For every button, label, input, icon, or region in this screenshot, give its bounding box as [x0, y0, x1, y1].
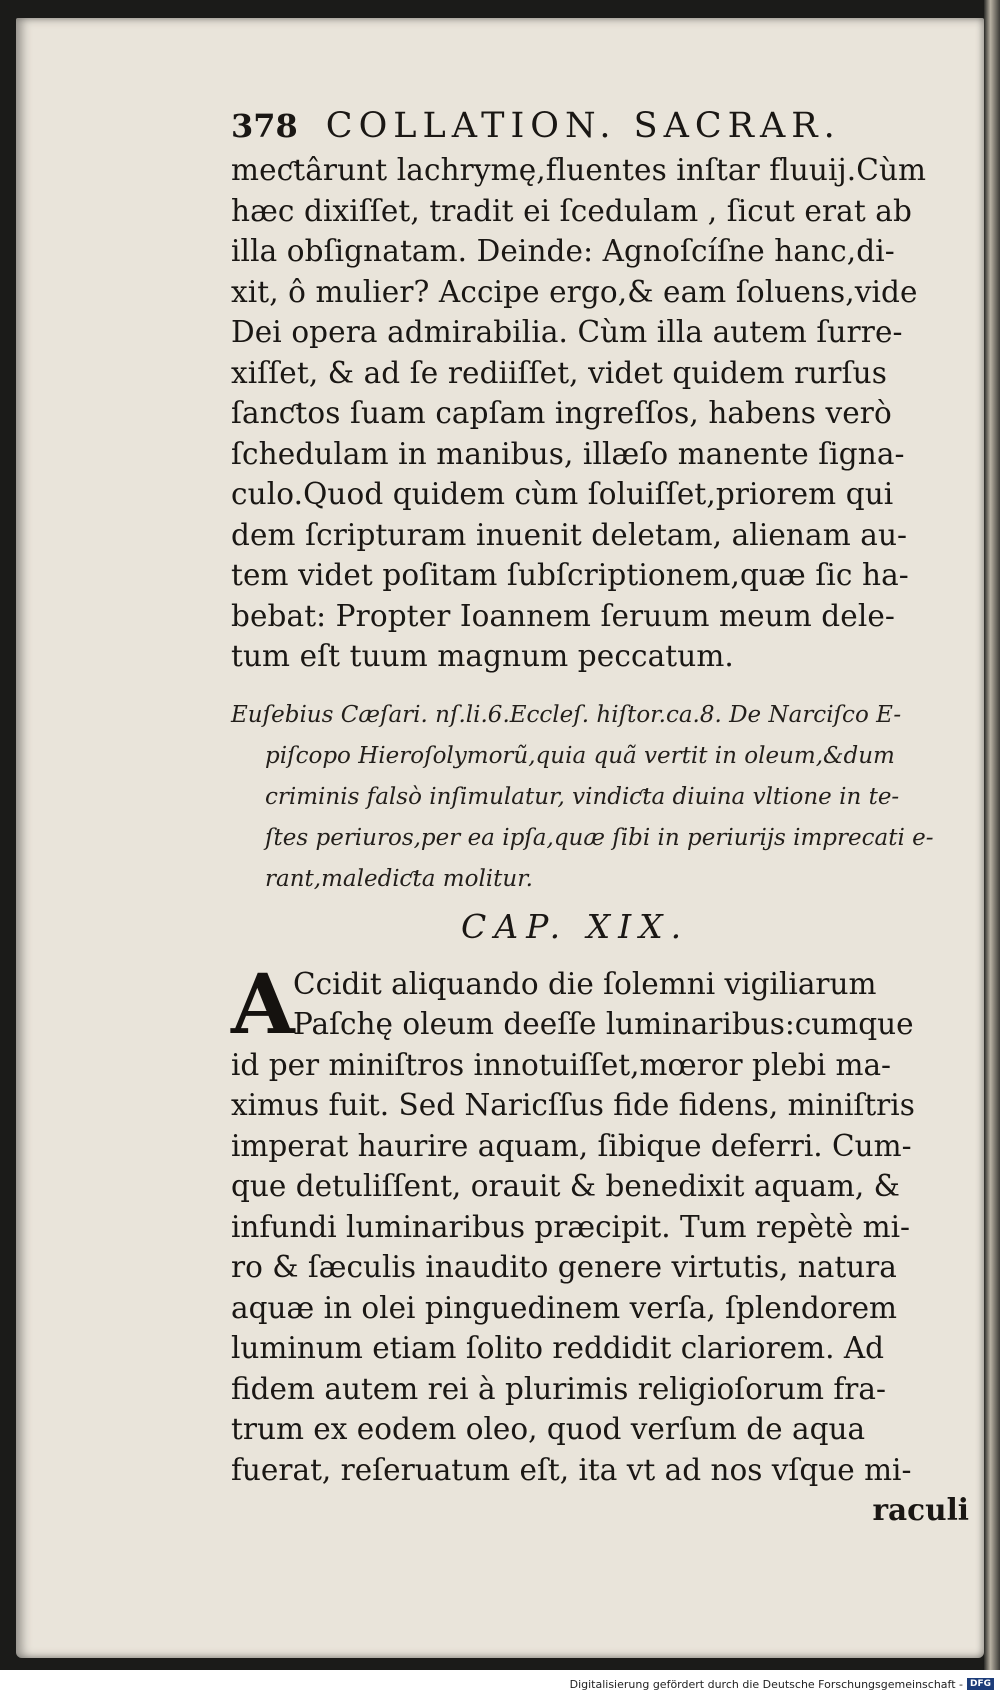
dfg-logo: DFG	[967, 1678, 994, 1690]
page-number: 378	[231, 107, 298, 145]
text-line: culo.Quod quidem cùm ſoluiſſet,priorem qui	[231, 477, 894, 511]
note-line: piſcopo Hieroſolymorũ,quia quã vertit in oleum,&dum	[265, 742, 895, 769]
text-line: tem videt poſitam ſubſcriptionem,quæ ſic ha-	[231, 558, 909, 592]
text-line: tum eſt tuum magnum peccatum.	[231, 639, 734, 673]
text-line: xit, ô mulier? Accipe ergo,& eam ſoluens,vide	[231, 274, 918, 309]
text-line: ſanƈtos ſuam capſam ingreſſos, habens verò	[231, 396, 892, 430]
text-line: hæc dixiſſet, tradit ei ſcedulam , ſicut erat ab	[231, 193, 912, 228]
running-title: COLLATION. SACRAR.	[325, 106, 841, 146]
text-line: dem ſcripturam inuenit deletam, alienam au-	[231, 517, 908, 552]
page-content	[231, 102, 971, 1530]
text-line: ro & ſæculis inaudito genere virtutis, natura	[231, 1250, 897, 1284]
text-line: infundi luminaribus præcipit. Tum repètè mi-	[231, 1209, 911, 1244]
text-line: trum ex eodem oleo, quod verſum de aqua	[231, 1412, 866, 1446]
text-line: illa obſignatam. Deinde: Agnoſcíſne hanc,di-	[231, 234, 895, 268]
text-line: luminum etiam ſolito reddidit clariorem. Ad	[231, 1331, 885, 1365]
text-line: Ccidit aliquando die ſolemni vigiliarum	[293, 966, 877, 1001]
note-line: rant,malediƈta molitur.	[265, 865, 533, 892]
chapter-heading: CAP. XIX.	[461, 906, 690, 946]
text-line: Paſchę oleum deeſſe luminaribus:cumque	[293, 1007, 914, 1041]
drop-cap: A	[231, 956, 295, 1053]
body-text	[231, 150, 971, 677]
funding-credit: Digitalisierung gefördert durch die Deutsche Forschungsgemeinschaft -	[569, 1677, 963, 1691]
note-line: Euſebius Cæſari. nſ.li.6.Eccleſ. hiſtor.ca.8. De Narciſco E-	[231, 701, 902, 728]
text-line: id per miniſtros innotuiſſet,mœror plebi ma-	[231, 1047, 892, 1082]
text-line: xiſſet, & ad ſe rediiſſet, videt quidem rurſus	[231, 355, 887, 390]
text-line: meƈtârunt lachrymę,fluentes inſtar fluuij.Cùm	[231, 153, 927, 187]
catchword: raculi	[872, 1492, 969, 1527]
note-line: criminis falsò inſimulatur, vindiƈta diuina vltione in te-	[265, 783, 900, 810]
running-head	[231, 102, 971, 150]
note-line: ſtes periuros,per ea ipſa,quæ ſibi in periurijs imprecati e-	[265, 824, 934, 851]
text-line: que detuliſſent, orauit & benedixit aquam, &	[231, 1169, 900, 1203]
book-page	[16, 18, 984, 1658]
text-line: fidem autem rei à plurimis religioſorum fra-	[231, 1371, 886, 1406]
text-line: imperat haurire aquam, ſibique deferri. Cum-	[231, 1128, 912, 1163]
chapter-summary-note	[231, 695, 971, 900]
digitization-footer	[0, 1670, 1000, 1698]
book-edge	[984, 0, 1000, 1670]
text-line: ſchedulam in manibus, illæſo manente ſigna-	[231, 436, 905, 471]
text-line: Dei opera admirabilia. Cùm illa autem ſurre-	[231, 315, 903, 349]
text-line: fuerat, reſeruatum eſt, ita vt ad nos vſque mi-	[231, 1452, 912, 1487]
text-line: bebat: Propter Ioannem ſeruum meum dele-	[231, 598, 895, 633]
text-line: aquæ in olei pinguedinem verſa, ſplendorem	[231, 1290, 897, 1325]
text-line: ximus fuit. Sed Naricſſus fide fidens, miniſtris	[231, 1088, 915, 1122]
chapter-text	[231, 956, 971, 1531]
